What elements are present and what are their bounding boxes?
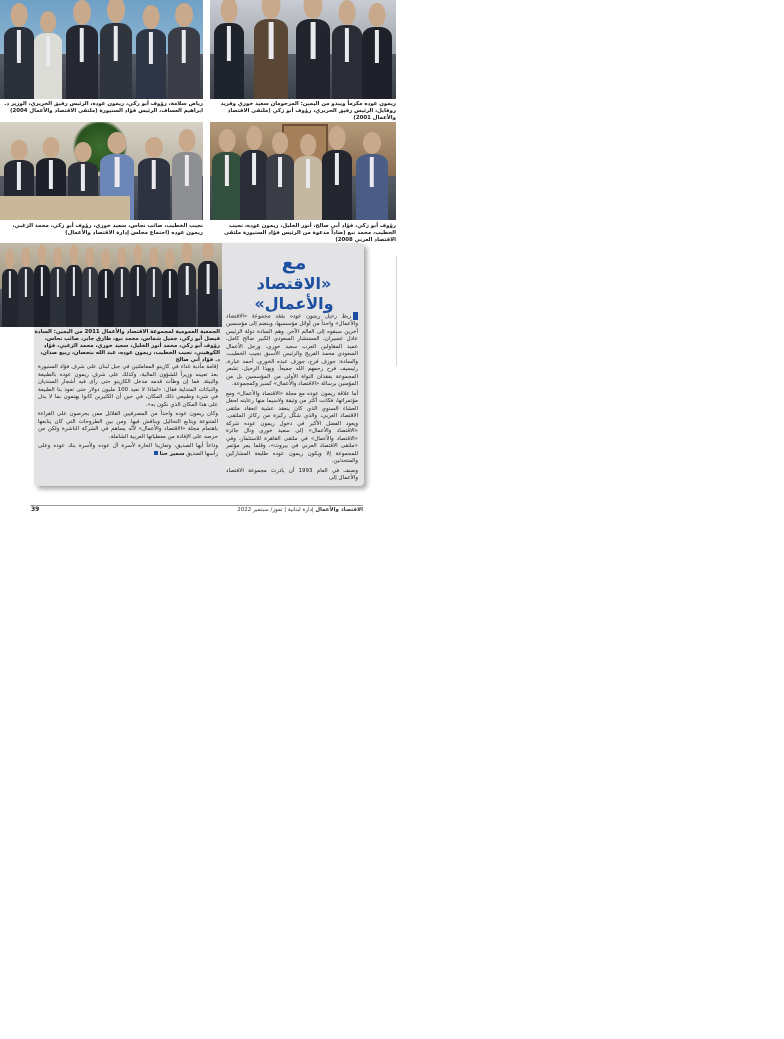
photo-board-meeting	[0, 122, 203, 220]
page-edge-rule	[396, 256, 397, 366]
article-paragraph: وداعاً أيها الصديق، وتعازينا الحارة لأسرة آل عوده ولأسرة بنك عوده وعلى رأسها الصديق سمير حنا	[38, 443, 218, 457]
article-headline	[225, 252, 363, 314]
footer-brand: الاقتصاد والأعمال	[315, 507, 363, 513]
footer-publication-line	[150, 507, 363, 513]
photo-caption: ريمون عوده مكرماً ويبدو من اليمين: المرحومان سعيد خوري وفريد روفايل، الرئيس رفيق الحريري، رؤوف أبو زكي (ملتقى الاقتصاد والأعمال 2001)	[220, 101, 396, 121]
photo-arab-economic-forum-2008	[210, 122, 396, 220]
footer-divider	[30, 505, 363, 506]
photo-general-assembly-2011	[0, 243, 222, 327]
photo-caption: رياض سلامة، رؤوف أبو زكي، ريمون عوده، الرئيس رفيق الحريري، الوزير د. ابراهيم العساف، الرئيس فؤاد السنيورة (ملتقى الاقتصاد والأعمال 2004)	[4, 101, 203, 114]
footer-issue: إدارة لبنانية | تموز/ سبتمبر 2022	[237, 507, 314, 513]
article-column-left	[38, 364, 218, 460]
photo-caption: رؤوف أبو زكي، فؤاد أبي صالح، أنور الخليل، ريمون عوده، نجيب الخطيب، محمد نبع (ضاداً مدعوة من الرئيس فؤاد السنيورة ملتقى الاقتصاد العربي 2008)	[224, 223, 396, 243]
article-signature: سمير حنا	[159, 450, 185, 457]
page-number: 39	[31, 506, 40, 513]
photo-caption: نجيب الخطيب، صائب نحاس، سعيد خوري، رؤوف أبو زكي، محمد الزغبي، ريمون عوده (اجتماع مجلس إدارة الاقتصاد والأعمال)	[12, 223, 203, 236]
article-column-right	[226, 312, 358, 485]
photo-award-ceremony-2001	[210, 0, 396, 99]
article-paragraph: ربط رحيل ريمون عوده بفقد مجموعة «الاقتصاد والأعمال» واحداً من أوائل مؤسسيها، وينضم إلى مؤسسين آخرين سبقوه إلى العالم الآخر. وهم السادة دولة الرئيس عادل عسيران، المستشار السعودي الكبير صالح كامل، عميد المقاولين العرب سعيد خوري، ورجل الأعمال السعودي محمد الفريح والرئيس الأسبق نجيب الخطيب، والسادة: جوزف فرح، جوزف عبده الخوري، أحمد عبارة، رئيسيف فرح رحمهم الله جميعاً. وبهذا الرحيل، تشعر المجموعة بفقدان النواة الأولى من المؤسسين بل من المؤمنين برسالة «الاقتصاد والأعمال» كمنبر وكمجموعة.	[226, 313, 358, 387]
headline-line-2: «الاقتصاد والأعمال»	[254, 274, 334, 313]
photo-caption: الجمعية العمومية لمجموعة الاقتصاد والأعمال 2011 من اليمين: السادة فيصل أبو زكي، جميل شماس، محمد نبع، طارق جابر، صائب نحاس، رؤوف أبو زكي، محمد أنور الخليل، سعيد خوري، محمد الزغبي، فؤاد الكوهيني، نجيب الخطيب، ريمون عوده، عبد الله بنحصان، ربيع صدان، د. فؤاد أبي صالح	[34, 329, 220, 363]
end-square-icon	[154, 451, 158, 455]
dropcap-marker	[353, 312, 358, 320]
article-paragraph: إقامة مأدبة غداء في كازينو المعاملتين في جبل لبنان على شرف فؤاد السنيورة بعد تعيينه وزيراً للشؤون المالية، وكذلك على شرف ريمون عوده بالطبيعة والبيئة. فما إن وطأت قدمه مدخل الكازينو حتى رأى فيه أشجار السنديان والنباتات المتدلية فقال: «لماذا لا نعيد 100 مليون دولار حتى تعود بنا الطبيعة في شيء وطبيعي ذلك المكان، في حين أن الكثيرين كانوا يهتمون بما لا يدل على هذا المكان الذي نكون به».	[38, 364, 218, 408]
headline-line-1: مع	[281, 252, 307, 274]
photo-award-ceremony-2004	[0, 0, 203, 99]
article-paragraph: وكان ريمون عوده واحداً من المصرفيين القلائل ممن يحرصون على القراءة المتنوعة ويتابع التحاليل ويناقش فيها. ومن بين الطروحات التي كان يتابعها باهتمام مجلة «الاقتصاد والأعمال» لأنّه يساهم في الشركة الناشرة ولكن من حرصه على الإفادة من معطياتها العربية الشاملة.	[38, 411, 218, 440]
article-paragraph: أما علاقة ريمون عوده مع مجلة «الاقتصاد والأعمال» ومع مؤتمراتها، فكانت أكثر من وثيقة ولاسيما منها رعايته لحفل العشاء السنوي الذي كان ينعقد عشية انعقاد ملتقى الاقتصاد العربي، والذي شكّل ركيزة من ركائز الملتقى. ويعود الفضل الأكبر في دخول ريمون عوده شركة «الاقتصاد والأعمال» إلى سعيد خوري ونال جائزة «الاقتصاد والأعمال» في ملتقى القاهرة للاستثمار، وفي «ملتقى الاقتصاد العربي في بيروت»، وقلما يمر مؤتمر للمجموعة إلا ويكون ريمون عوده طليعة المشاركين والمتحدثين.	[226, 390, 358, 464]
article-paragraph: وصنف في العام 1993 أن بادرت مجموعة الاقتصاد والأعمال إلى	[226, 467, 358, 481]
